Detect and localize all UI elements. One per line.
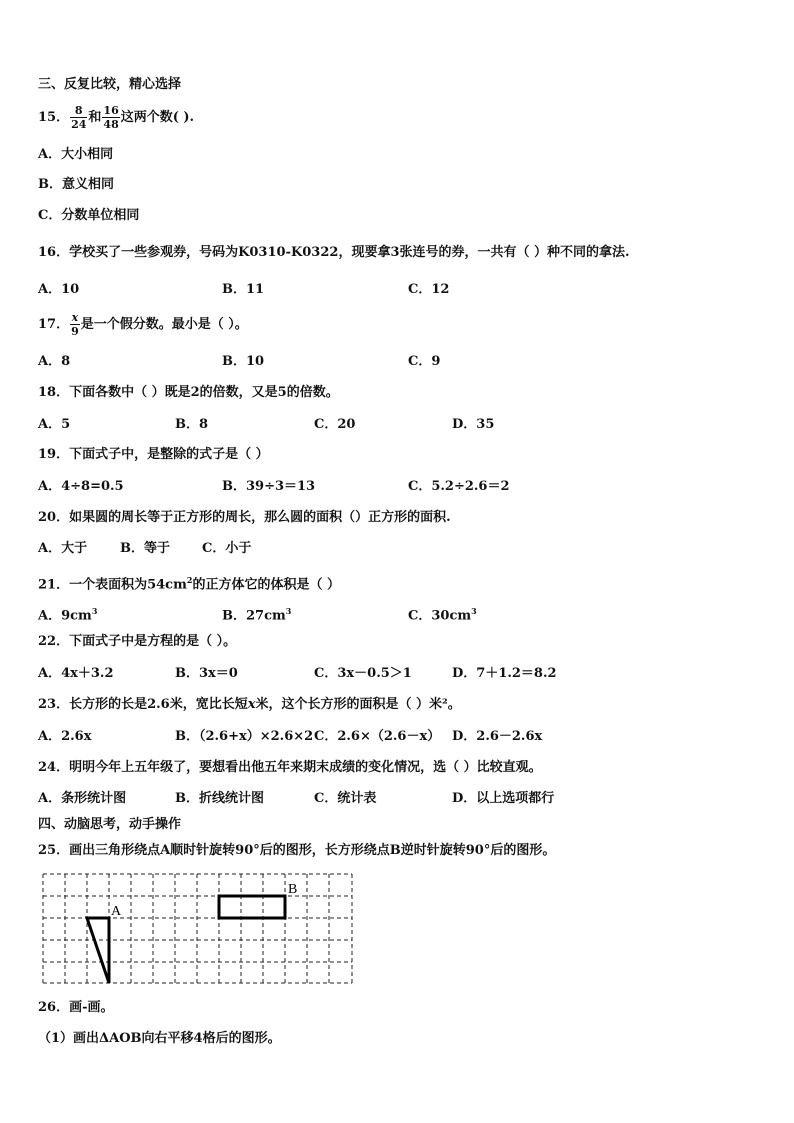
q20-option-b[interactable]: B．等于 <box>120 541 170 556</box>
q16-option-c[interactable]: C．12 <box>408 282 450 297</box>
question-21 <box>38 572 340 593</box>
point-b-label: B <box>288 882 298 897</box>
q20-option-c[interactable]: C．小于 <box>202 541 252 556</box>
q15-tail: 这两个数( ). <box>120 110 195 125</box>
q16-option-b[interactable]: B．11 <box>222 282 265 297</box>
q22-option-a[interactable]: A．4x＋3.2 <box>38 666 114 681</box>
q21-a-text: A．9cm <box>38 608 92 624</box>
question-18: 18．下面各数中（ ）既是2的倍数，又是5的倍数。 <box>38 385 339 400</box>
question-16: 16．学校买了一些参观券，号码为K0310-K0322，现要拿3张连号的券，一共有（ ）种不同的拿法. <box>38 245 630 260</box>
question-15 <box>38 103 194 133</box>
q17-option-c[interactable]: C．9 <box>408 354 441 369</box>
q21-b-text: B．27cm <box>222 608 286 624</box>
denominator: 9 <box>71 325 79 338</box>
question-20: 20．如果圆的周长等于正方形的周长，那么圆的面积（）正方形的面积. <box>38 510 451 525</box>
q17-number: 17． <box>38 317 70 332</box>
q17-option-a[interactable]: A．8 <box>38 354 71 369</box>
q19-option-a[interactable]: A．4÷8=0.5 <box>38 479 124 494</box>
question-22: 22．下面式子中是方程的是（ ）。 <box>38 634 237 649</box>
q22-option-b[interactable]: B．3x＝0 <box>175 666 238 681</box>
section-4-title: 四、动脑思考，动手操作 <box>38 817 182 832</box>
q23-option-c[interactable]: C．2.6×（2.6－x） <box>314 729 441 744</box>
q24-option-b[interactable]: B．折线统计图 <box>175 791 264 806</box>
numerator: 8 <box>70 104 87 118</box>
q18-option-b[interactable]: B．8 <box>175 417 209 432</box>
q15-number: 15． <box>38 110 70 125</box>
cubed: 3 <box>285 606 292 616</box>
q22-option-d[interactable]: D．7＋1.2＝8.2 <box>452 666 557 681</box>
rectangle-shape <box>219 896 285 918</box>
q15-option-a[interactable]: A．大小相同 <box>38 147 114 162</box>
section-3-title: 三、反复比较，精心选择 <box>38 77 182 92</box>
cubed: 3 <box>471 606 477 616</box>
q16-option-a[interactable]: A．10 <box>38 282 80 297</box>
q19-option-b[interactable]: B．39÷3＝13 <box>222 479 316 494</box>
q21-option-c[interactable] <box>408 603 477 624</box>
q21-post: 的正方体它的体积是（ ） <box>192 577 340 593</box>
q15-and: 和 <box>88 110 102 125</box>
q23-post: 米，这个长方形的面积是（ ）米²。 <box>255 697 461 712</box>
triangle-shape <box>87 918 109 983</box>
q23-option-a[interactable]: A．2.6x <box>38 729 92 744</box>
q23-option-b[interactable]: B．（2.6+x）×2.6×2 <box>175 729 314 744</box>
question-23 <box>38 697 461 713</box>
q17-option-b[interactable]: B．10 <box>222 354 265 369</box>
q21-c-text: C．30cm <box>408 608 472 624</box>
rotation-grid-figure[interactable] <box>40 870 356 986</box>
q18-option-c[interactable]: C．20 <box>314 417 356 432</box>
q15-option-c[interactable]: C．分数单位相同 <box>38 208 140 223</box>
denominator: 24 <box>71 118 87 131</box>
q24-option-a[interactable]: A．条形统计图 <box>38 791 127 806</box>
point-a-label: A <box>111 904 122 919</box>
q24-option-c[interactable]: C．统计表 <box>314 791 377 806</box>
fraction-x-9 <box>70 311 80 338</box>
q21-pre: 21．一个表面积为54cm <box>38 577 187 593</box>
question-25: 25．画出三角形绕点A顺时针旋转90°后的图形，长方形绕点B逆时针旋转90°后的图形。 <box>38 843 556 858</box>
q23-option-d[interactable]: D．2.6－2.6x <box>452 729 543 744</box>
q15-option-b[interactable]: B．意义相同 <box>38 177 114 192</box>
question-26: 26．画-画。 <box>38 1000 114 1015</box>
fraction-8-24 <box>70 104 87 131</box>
q21-option-b[interactable] <box>222 603 291 624</box>
q17-tail: 是一个假分数。最小是（ ）。 <box>80 317 248 332</box>
numerator: 16 <box>103 104 119 117</box>
q21-option-a[interactable] <box>38 603 97 624</box>
question-17 <box>38 310 248 340</box>
question-24: 24．明明今年上五年级了，要想看出他五年来期末成绩的变化情况，选（ ）比较直观。 <box>38 760 542 775</box>
numerator: x <box>71 311 79 324</box>
denominator: 48 <box>103 118 119 131</box>
q19-option-c[interactable]: C．5.2÷2.6＝2 <box>408 479 510 494</box>
q23-pre: 23．长方形的长是2.6米，宽比长短 <box>38 697 248 712</box>
q22-option-c[interactable]: C．3x－0.5＞1 <box>314 666 412 681</box>
q18-option-a[interactable]: A．5 <box>38 417 71 432</box>
q24-option-d[interactable]: D．以上选项都行 <box>452 791 555 806</box>
squared: 2 <box>186 575 193 585</box>
q23-var: x <box>247 697 256 712</box>
q20-option-a[interactable]: A．大于 <box>38 541 88 556</box>
q26-subquestion-1: （1）画出ΔAOB向右平移4格后的图形。 <box>38 1031 281 1046</box>
fraction-16-48 <box>102 104 119 131</box>
cubed: 3 <box>91 606 98 616</box>
question-19: 19．下面式子中，是整除的式子是（ ） <box>38 447 269 462</box>
q18-option-d[interactable]: D．35 <box>452 417 495 432</box>
